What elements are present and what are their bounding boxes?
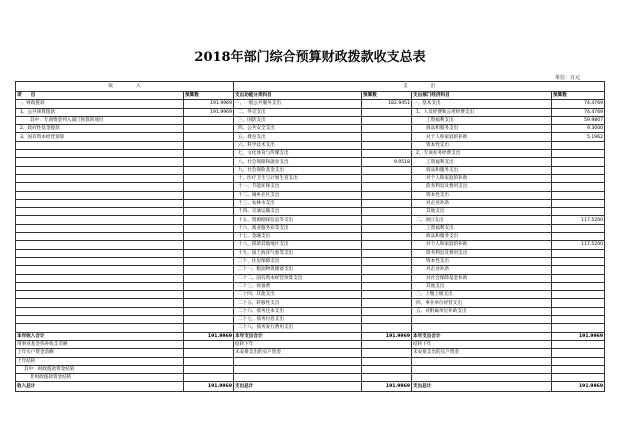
- economic-value-cell: [552, 183, 605, 191]
- economic-value-cell: [552, 233, 605, 241]
- economic-item-cell: 工资福利支出: [412, 116, 552, 124]
- economic-value-cell: [552, 191, 605, 199]
- function-value-cell: [362, 208, 412, 216]
- economic-item-cell: 对企业补助: [412, 266, 552, 274]
- table-row: [16, 349, 605, 357]
- income-item-cell: 1、公共预算拨款: [16, 108, 184, 116]
- income-header: 收 入: [16, 82, 234, 92]
- extra-value-cell: [184, 374, 234, 382]
- income-item-cell: [16, 299, 184, 307]
- economic-item-cell: 工资福利支出: [412, 158, 552, 166]
- function-item-cell: 十三、农林水支出: [234, 199, 362, 207]
- function-item-cell: 九、社会保险基金支出: [234, 166, 362, 174]
- function-value-cell: [362, 183, 412, 191]
- income-item-cell: [16, 233, 184, 241]
- table-row: [16, 274, 605, 282]
- income-item-cell: [16, 150, 184, 158]
- total-value: 191.9969: [552, 382, 605, 392]
- expense-header: 支 出: [234, 82, 605, 92]
- income-item-cell: [16, 266, 184, 274]
- function-item-cell: 二十、住房保障支出: [234, 257, 362, 265]
- economic-value-cell: [552, 150, 605, 158]
- economic-value-cell: [552, 199, 605, 207]
- extra-item-cell: 用事业基金弥补收支差额: [16, 340, 184, 348]
- sum-label: 本年收入合计: [16, 332, 184, 340]
- income-value-cell: [184, 125, 234, 133]
- function-value-cell: [362, 291, 412, 299]
- table-row: [16, 133, 605, 141]
- economic-value-cell: [552, 141, 605, 149]
- economic-value-cell: [552, 174, 605, 182]
- economic-item-cell: 商品和服务支出: [412, 233, 552, 241]
- extra-item-cell: 未安排支出的实户资金: [412, 349, 552, 357]
- income-item-cell: [16, 282, 184, 290]
- economic-item-cell: 商品和服务支出: [412, 166, 552, 174]
- economic-item-cell: 五、对附属单位补助支出: [412, 307, 552, 315]
- table-row: [16, 199, 605, 207]
- income-value-cell: [184, 249, 234, 257]
- income-item-cell: 3、国有资本经营预算: [16, 133, 184, 141]
- sum-row: [16, 332, 605, 340]
- income-item-cell: 一、财政拨款: [16, 100, 184, 108]
- function-item-cell: 十一、节能环保支出: [234, 183, 362, 191]
- total-label: 支出总计: [412, 382, 552, 392]
- function-value-cell: [362, 174, 412, 182]
- table-row: [16, 374, 605, 382]
- economic-item-cell: 对个人和家庭的补助: [412, 133, 552, 141]
- function-item-cell: 十九、国土海洋气象等支出: [234, 249, 362, 257]
- table-row: [16, 324, 605, 332]
- economic-item-cell: 1、人员经费和公用经费支出: [412, 108, 552, 116]
- function-item-cell: 十、医疗卫生与计划生育支出: [234, 174, 362, 182]
- extra-item-cell: [234, 374, 362, 382]
- function-value-cell: [362, 316, 412, 324]
- income-item-cell: [16, 324, 184, 332]
- col-function: 支出功能分类科目: [234, 92, 362, 100]
- economic-item-cell: [412, 316, 552, 324]
- extra-value-cell: [184, 357, 234, 365]
- table-row: [16, 299, 605, 307]
- function-value-cell: [362, 224, 412, 232]
- function-item-cell: 二十二、国有资本经营预算支出: [234, 274, 362, 282]
- income-value-cell: 191.9969: [184, 100, 234, 108]
- income-value-cell: [184, 158, 234, 166]
- table-row: [16, 150, 605, 158]
- function-item-cell: 二十三、预备费: [234, 282, 362, 290]
- income-item-cell: [16, 199, 184, 207]
- income-value-cell: [184, 208, 234, 216]
- table-row: [16, 108, 605, 116]
- economic-value-cell: 74.4769: [552, 108, 605, 116]
- extra-item-cell: 未安排支出的实户资金: [234, 349, 362, 357]
- economic-item-cell: 其他支出: [412, 282, 552, 290]
- extra-value-cell: [184, 349, 234, 357]
- economic-value-cell: [552, 257, 605, 265]
- function-value-cell: [362, 257, 412, 265]
- col-item: 项 目: [16, 92, 184, 100]
- col-economic: 支出部门经济科目: [412, 92, 552, 100]
- function-value-cell: [362, 324, 412, 332]
- col-budget-1: 预算数: [184, 92, 234, 100]
- table-header-row: [16, 82, 605, 92]
- extra-value-cell: [362, 374, 412, 382]
- table-row: [16, 174, 605, 182]
- income-item-cell: [16, 249, 184, 257]
- total-row: [16, 382, 605, 392]
- col-budget-3: 预算数: [552, 92, 605, 100]
- income-item-cell: [16, 158, 184, 166]
- economic-item-cell: 工资福利支出: [412, 224, 552, 232]
- income-item-cell: [16, 316, 184, 324]
- function-item-cell: 五、教育支出: [234, 133, 362, 141]
- col-budget-2: 预算数: [362, 92, 412, 100]
- function-value-cell: [362, 266, 412, 274]
- function-item-cell: 十二、城乡社区支出: [234, 191, 362, 199]
- extra-item-cell: [412, 357, 552, 365]
- sum-value: 191.9969: [362, 332, 412, 340]
- income-value-cell: [184, 307, 234, 315]
- function-value-cell: [362, 125, 412, 133]
- table-row: [16, 191, 605, 199]
- function-value-cell: [362, 282, 412, 290]
- economic-item-cell: 对社会保障基金补助: [412, 274, 552, 282]
- function-value-cell: [362, 233, 412, 241]
- income-value-cell: [184, 224, 234, 232]
- economic-item-cell: 资本性支出: [412, 191, 552, 199]
- economic-item-cell: 2、专项业务经费支出: [412, 150, 552, 158]
- table-row: [16, 208, 605, 216]
- table-row: [16, 307, 605, 315]
- economic-value-cell: [552, 316, 605, 324]
- income-value-cell: [184, 174, 234, 182]
- total-value: 191.9969: [184, 382, 234, 392]
- function-item-cell: 八、社会保障和就业支出: [234, 158, 362, 166]
- budget-table: [15, 81, 605, 392]
- function-value-cell: [362, 141, 412, 149]
- function-value-cell: [362, 249, 412, 257]
- income-value-cell: [184, 241, 234, 249]
- extra-value-cell: [552, 349, 605, 357]
- economic-value-cell: [552, 291, 605, 299]
- table-row: [16, 357, 605, 365]
- income-value-cell: [184, 166, 234, 174]
- income-item-cell: [16, 291, 184, 299]
- economic-item-cell: [412, 324, 552, 332]
- income-value-cell: [184, 191, 234, 199]
- function-item-cell: 一、一般公共服务支出: [234, 100, 362, 108]
- function-value-cell: 9.0518: [362, 158, 412, 166]
- total-label: 收入总计: [16, 382, 184, 392]
- income-item-cell: [16, 216, 184, 224]
- income-item-cell: [16, 241, 184, 249]
- income-item-cell: [16, 191, 184, 199]
- function-item-cell: 二十七、债务付息支出: [234, 316, 362, 324]
- report-title: 2018年部门综合预算财政拨款收支总表: [194, 50, 426, 65]
- function-item-cell: 七、文化体育与传媒支出: [234, 150, 362, 158]
- economic-value-cell: 117.5200: [552, 216, 605, 224]
- economic-value-cell: 74.4769: [552, 100, 605, 108]
- function-value-cell: [362, 108, 412, 116]
- income-value-cell: [184, 233, 234, 241]
- extra-value-cell: [362, 349, 412, 357]
- economic-item-cell: 债务利息及费用支出: [412, 249, 552, 257]
- function-item-cell: 三、国防支出: [234, 116, 362, 124]
- function-item-cell: 二十五、转移性支出: [234, 299, 362, 307]
- economic-item-cell: 资本性支出: [412, 141, 552, 149]
- extra-value-cell: [552, 340, 605, 348]
- function-item-cell: 二、外交支出: [234, 108, 362, 116]
- income-item-cell: [16, 183, 184, 191]
- extra-value-cell: [184, 340, 234, 348]
- table-row: [16, 224, 605, 232]
- income-item-cell: [16, 166, 184, 174]
- table-row: [16, 183, 605, 191]
- economic-item-cell: 对个人和家庭的补助: [412, 174, 552, 182]
- economic-item-cell: 四、事业单位经营支出: [412, 299, 552, 307]
- table-row: [16, 125, 605, 133]
- income-value-cell: [184, 216, 234, 224]
- function-value-cell: [362, 216, 412, 224]
- table-row: [16, 249, 605, 257]
- extra-item-cell: 非财政拨款资金结转: [16, 374, 184, 382]
- economic-value-cell: [552, 166, 605, 174]
- function-item-cell: 二十四、其他支出: [234, 291, 362, 299]
- extra-value-cell: [184, 365, 234, 373]
- table-row: [16, 100, 605, 108]
- income-value-cell: [184, 257, 234, 265]
- income-value-cell: [184, 299, 234, 307]
- function-value-cell: [362, 199, 412, 207]
- economic-value-cell: [552, 158, 605, 166]
- table-row: [16, 141, 605, 149]
- economic-value-cell: [552, 224, 605, 232]
- income-item-cell: [16, 224, 184, 232]
- table-row: [16, 166, 605, 174]
- table-row: [16, 216, 605, 224]
- extra-item-cell: [234, 357, 362, 365]
- economic-item-cell: 债务利息及费用支出: [412, 183, 552, 191]
- economic-item-cell: 商品和服务支出: [412, 125, 552, 133]
- income-item-cell: [16, 208, 184, 216]
- income-value-cell: [184, 183, 234, 191]
- extra-item-cell: 结转下年: [412, 340, 552, 348]
- income-value-cell: [184, 324, 234, 332]
- sum-value: 191.9969: [552, 332, 605, 340]
- total-value: 191.9969: [362, 382, 412, 392]
- function-item-cell: 十七、金融支出: [234, 233, 362, 241]
- economic-item-cell: 对企业补助: [412, 199, 552, 207]
- table-row: [16, 365, 605, 373]
- function-item-cell: 四、公共安全支出: [234, 125, 362, 133]
- economic-value-cell: [552, 299, 605, 307]
- income-value-cell: [184, 282, 234, 290]
- extra-item-cell: 结转下年: [234, 340, 362, 348]
- income-value-cell: [184, 150, 234, 158]
- sum-label: 本年支出合计: [412, 332, 552, 340]
- table-row: [16, 233, 605, 241]
- income-item-cell: [16, 307, 184, 315]
- function-item-cell: 十四、交通运输支出: [234, 208, 362, 216]
- economic-item-cell: 三、上缴上级支出: [412, 291, 552, 299]
- income-item-cell: [16, 257, 184, 265]
- economic-value-cell: 59.9807: [552, 116, 605, 124]
- extra-value-cell: [362, 357, 412, 365]
- income-item-cell: 2、政府性基金拨款: [16, 125, 184, 133]
- income-value-cell: [184, 316, 234, 324]
- extra-item-cell: [412, 365, 552, 373]
- function-item-cell: 二十六、债务还本支出: [234, 307, 362, 315]
- table-row: [16, 158, 605, 166]
- extra-value-cell: [552, 365, 605, 373]
- economic-item-cell: 对个人和家庭的补助: [412, 241, 552, 249]
- economic-value-cell: [552, 324, 605, 332]
- extra-value-cell: [552, 374, 605, 382]
- function-value-cell: [362, 166, 412, 174]
- extra-item-cell: 上年结转: [16, 357, 184, 365]
- function-value-cell: [362, 307, 412, 315]
- table-row: [16, 116, 605, 124]
- extra-value-cell: [552, 357, 605, 365]
- table-row: [16, 316, 605, 324]
- income-value-cell: [184, 291, 234, 299]
- table-row: [16, 257, 605, 265]
- economic-value-cell: 117.5200: [552, 241, 605, 249]
- sum-value: 191.9969: [184, 332, 234, 340]
- function-item-cell: 六、科学技术支出: [234, 141, 362, 149]
- income-item-cell: [16, 141, 184, 149]
- economic-item-cell: 二、项目支出: [412, 216, 552, 224]
- economic-value-cell: 9.3000: [552, 125, 605, 133]
- function-value-cell: [362, 116, 412, 124]
- income-value-cell: [184, 199, 234, 207]
- table-row: [16, 282, 605, 290]
- function-value-cell: [362, 133, 412, 141]
- extra-item-cell: 其中：财政拨款资金结转: [16, 365, 184, 373]
- function-item-cell: 二十一、粮油物资储备支出: [234, 266, 362, 274]
- extra-item-cell: 上年实户资金余额: [16, 349, 184, 357]
- function-value-cell: [362, 274, 412, 282]
- income-item-cell: [16, 174, 184, 182]
- total-label: 支出总计: [234, 382, 362, 392]
- economic-value-cell: [552, 282, 605, 290]
- economic-value-cell: [552, 274, 605, 282]
- economic-item-cell: 其他支出: [412, 208, 552, 216]
- sum-label: 本年支出合计: [234, 332, 362, 340]
- income-value-cell: 191.9969: [184, 108, 234, 116]
- income-value-cell: [184, 133, 234, 141]
- column-header-row: [16, 92, 605, 100]
- income-value-cell: [184, 266, 234, 274]
- economic-value-cell: [552, 208, 605, 216]
- economic-item-cell: 资本性支出: [412, 257, 552, 265]
- income-item-cell: [16, 274, 184, 282]
- economic-value-cell: [552, 249, 605, 257]
- extra-item-cell: [412, 374, 552, 382]
- extra-item-cell: [234, 365, 362, 373]
- table-row: [16, 291, 605, 299]
- income-value-cell: [184, 116, 234, 124]
- function-item-cell: 十六、商业服务业等支出: [234, 224, 362, 232]
- function-item-cell: 十八、援助其他地区支出: [234, 241, 362, 249]
- function-value-cell: [362, 299, 412, 307]
- extra-value-cell: [362, 340, 412, 348]
- function-value-cell: [362, 241, 412, 249]
- table-row: [16, 241, 605, 249]
- income-item-cell: 其中：专项资金列入部门预算的项目: [16, 116, 184, 124]
- economic-value-cell: 5.1962: [552, 133, 605, 141]
- table-row: [16, 340, 605, 348]
- function-value-cell: 182.9451: [362, 100, 412, 108]
- function-item-cell: 二十八、债务发行费用支出: [234, 324, 362, 332]
- economic-value-cell: [552, 307, 605, 315]
- function-item-cell: 十五、资源勘探信息等支出: [234, 216, 362, 224]
- table-row: [16, 266, 605, 274]
- extra-value-cell: [362, 365, 412, 373]
- income-value-cell: [184, 141, 234, 149]
- economic-item-cell: 一、基本支出: [412, 100, 552, 108]
- unit-label: 单位：万元: [554, 75, 580, 81]
- function-value-cell: [362, 150, 412, 158]
- income-value-cell: [184, 274, 234, 282]
- economic-value-cell: [552, 266, 605, 274]
- function-value-cell: [362, 191, 412, 199]
